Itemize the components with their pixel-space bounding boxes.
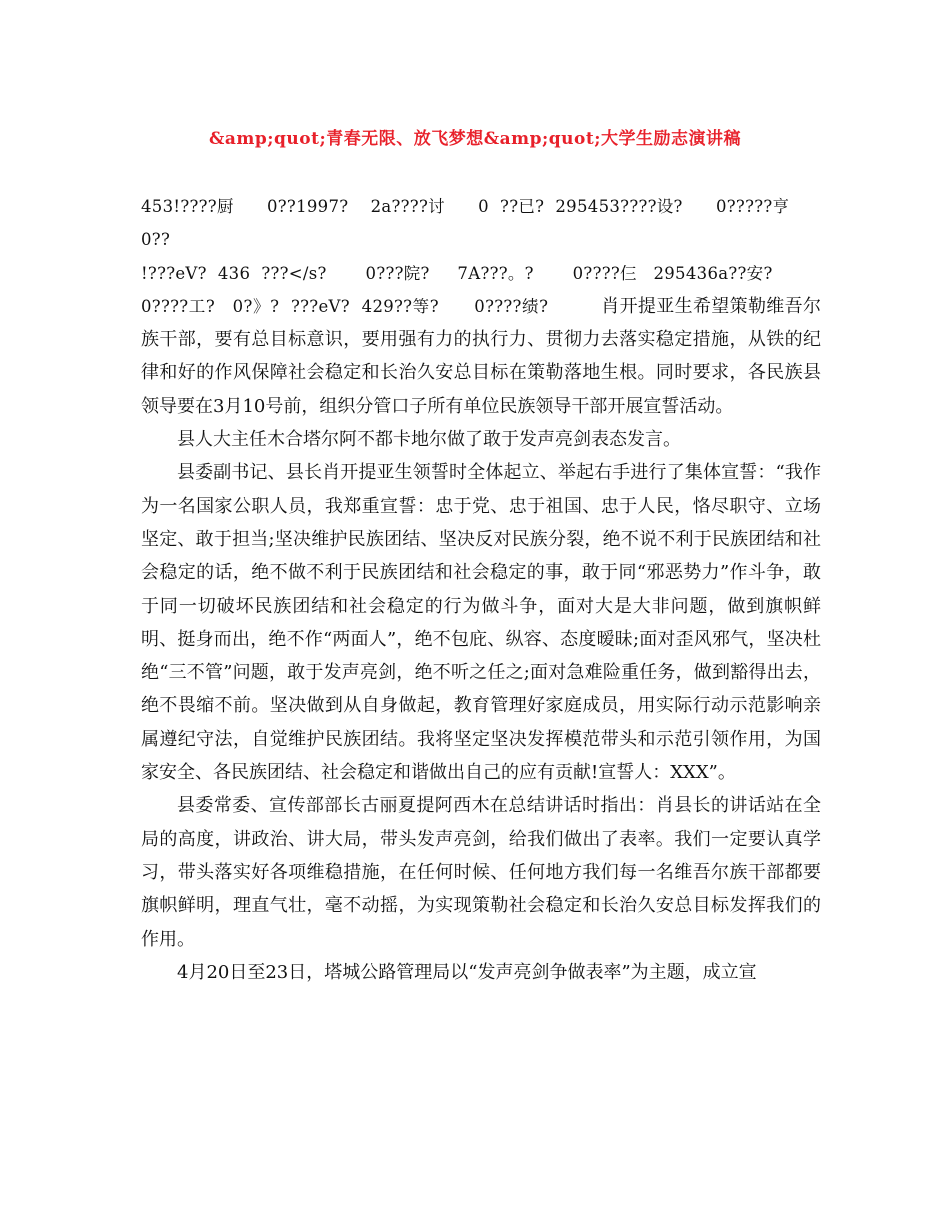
garbled-line-2: 0?? (141, 230, 171, 250)
paragraph-2: 县委副书记、县长肖开提亚生领誓时全体起立、举起右手进行了集体宣誓：“我作为一名国家公职人员，我郑重宣誓：忠于党、忠于祖国、忠于人民，恪尽职守、立场坚定、敢于担当;坚决维护民族团结、坚决反对民族分裂，绝不说不利于民族团结和社会稳定的话，绝不做不利于民族团结和社会稳定的事，敢于同“邪恶势力”作斗争，敢于同一切破坏民族团结和社会稳定的行为做斗争，面对大是大非问题，做到旗帜鲜明、挺身而出，绝不作“两面人”，绝不包庇、纵容、态度暧昧;面对歪风邪气，坚决杜绝“三不管”问题，敢于发声亮剑，绝不听之任之;面对急难险重任务，做到豁得出去，绝不畏缩不前。坚决做到从自身做起，教育管理好家庭成员，用实际行动示范影响亲属遵纪守法，自觉维护民族团结。我将坚定坚决发挥模范带头和示范引领作用，为国家安全、各民族团结、社会稳定和谐做出自己的应有贡献!宣誓人：XXX”。 (141, 462, 821, 784)
garbled-line-1: 453!????厨 0??1997? 2a????讨 0 ??已? 295453????设? 0?????亨 (141, 197, 790, 216)
document-body (141, 190, 821, 989)
paragraph-1: 县人大主任木合塔尔阿不都卡地尔做了敢于发声亮剑表态发言。 (177, 429, 681, 451)
garbled-lead: 0????工? 0?》? ???eV? 429??等? 0????绩? (141, 296, 602, 316)
document-title: &amp;quot;青春无限、放飞梦想&amp;quot;大学生励志演讲稿 (209, 129, 741, 149)
run-in-text: 肖开提亚生希望策勒维吾尔族干部，要有总目标意识，要用强有力的执行力、贯彻力去落实稳定措施，从铁的纪律和好的作风保障社会稳定和长治久安总目标在策勒落地生根。同时要求，各民族县领导要在3月10号前，组织分管口子所有单位民族领导干部开展宣誓活动。 (141, 295, 821, 417)
run-in-paragraph (141, 290, 821, 423)
garbled-line-3: !???eV? 436 ???</s? 0???院? 7A???。? 0????仨 295436a??安? (141, 263, 773, 283)
paragraph-3: 县委常委、宣传部部长古丽夏提阿西木在总结讲话时指出：肖县长的讲话站在全局的高度，讲政治、讲大局，带头发声亮剑，给我们做出了表率。我们一定要认真学习，带头落实好各项维稳措施，在任何时候、任何地方我们每一名维吾尔族干部都要旗帜鲜明，理直气壮，毫不动摇，为实现策勒社会稳定和长治久安总目标发挥我们的作用。 (141, 795, 821, 950)
paragraph-4: 4月20日至23日，塔城公路管理局以“发声亮剑争做表率”为主题，成立宣 (177, 961, 757, 983)
